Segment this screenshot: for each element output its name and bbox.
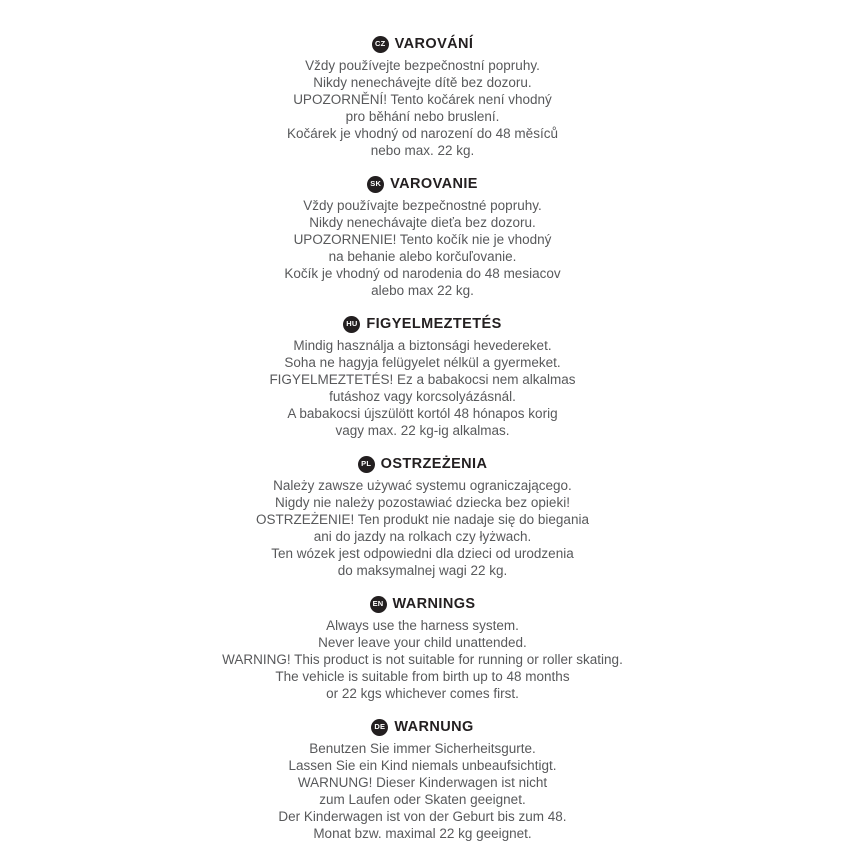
section-header [73,455,773,473]
section-header [73,315,773,333]
section-title: WARNUNG [394,719,474,735]
warning-line: UPOZORNĚNÍ! Tento kočárek není vhodný [293,92,552,107]
section-header [73,718,773,736]
section-header [73,595,773,613]
warning-line: zum Laufen oder Skaten geeignet. [319,792,526,807]
warning-line: WARNING! This product is not suitable for running or roller skating. [222,652,623,667]
warning-section [73,315,773,439]
warning-line: Mindig használja a biztonsági hevedereket. [293,338,552,353]
warning-line: Należy zawsze używać systemu ograniczającego. [273,478,572,493]
language-badge-icon: DE [371,719,388,736]
warning-line: Nikdy nenechávajte dieťa bez dozoru. [309,215,536,230]
warning-line: Monat bzw. maximal 22 kg geeignet. [313,826,532,841]
warning-text-block [73,477,773,579]
warning-line: Soha ne hagyja felügyelet nélkül a gyermeket. [284,355,561,370]
warning-line: nebo max. 22 kg. [370,143,475,158]
warning-line: pro běhání nebo bruslení. [345,109,500,124]
warning-line: Lassen Sie ein Kind niemals unbeaufsichtigt. [288,758,557,773]
warning-line: Vždy používejte bezpečnostní popruhy. [305,58,540,73]
warning-line: Ten wózek jest odpowiedni dla dzieci od urodzenia [271,546,574,561]
warning-line: Vždy používajte bezpečnostné popruhy. [303,198,542,213]
warning-line: ani do jazdy na rolkach czy łyżwach. [313,529,532,544]
warning-section [73,718,773,842]
section-title: WARNINGS [392,596,476,612]
warning-line: A babakocsi újszülött kortól 48 hónapos korig [287,406,558,421]
warning-section [73,35,773,159]
warning-line: UPOZORNENIE! Tento kočík nie je vhodný [293,232,552,247]
warning-line: or 22 kgs whichever comes first. [326,686,519,701]
warning-line: Never leave your child unattended. [318,635,527,650]
section-title: OSTRZEŻENIA [380,456,488,472]
section-header [73,175,773,193]
section-title: VAROVÁNÍ [394,36,474,52]
section-title: VAROVANIE [390,176,478,192]
warning-line: WARNUNG! Dieser Kinderwagen ist nicht [297,775,548,790]
warning-line: alebo max 22 kg. [371,283,474,298]
warning-line: Nikdy nenechávejte dítě bez dozoru. [313,75,532,90]
warning-line: FIGYELMEZTETÉS! Ez a babakocsi nem alkalmas [269,372,576,387]
language-badge-icon: HU [343,316,360,333]
warning-line: Nigdy nie należy pozostawiać dziecka bez opieki! [275,495,570,510]
warning-line: vagy max. 22 kg-ig alkalmas. [335,423,510,438]
warning-text-block [73,57,773,159]
warning-line: na behanie alebo korčuľovanie. [328,249,517,264]
language-badge-icon: EN [370,596,387,613]
language-badge-icon: SK [367,176,384,193]
warning-line: The vehicle is suitable from birth up to 48 months [275,669,570,684]
language-badge-icon: CZ [372,36,389,53]
language-badge-icon: PL [358,456,375,473]
warning-text-block [73,617,773,702]
warning-line: futáshoz vagy korcsolyázásnál. [329,389,516,404]
warning-sections [0,35,845,842]
warning-text-block [73,337,773,439]
warning-section [73,595,773,702]
warning-line: Kočárek je vhodný od narození do 48 měsíců [287,126,558,141]
warning-text-block [73,740,773,842]
warning-line: Kočík je vhodný od narodenia do 48 mesiacov [284,266,561,281]
warning-line: do maksymalnej wagi 22 kg. [337,563,508,578]
warning-line: Always use the harness system. [326,618,519,633]
warning-line: Benutzen Sie immer Sicherheitsgurte. [309,741,536,756]
warning-line: OSTRZEŻENIE! Ten produkt nie nadaje się do biegania [256,512,589,527]
section-header [73,35,773,53]
warning-line: Der Kinderwagen ist von der Geburt bis zum 48. [278,809,567,824]
section-title: FIGYELMEZTETÉS [366,316,502,332]
warning-section [73,455,773,579]
warning-section [73,175,773,299]
warning-text-block [73,197,773,299]
